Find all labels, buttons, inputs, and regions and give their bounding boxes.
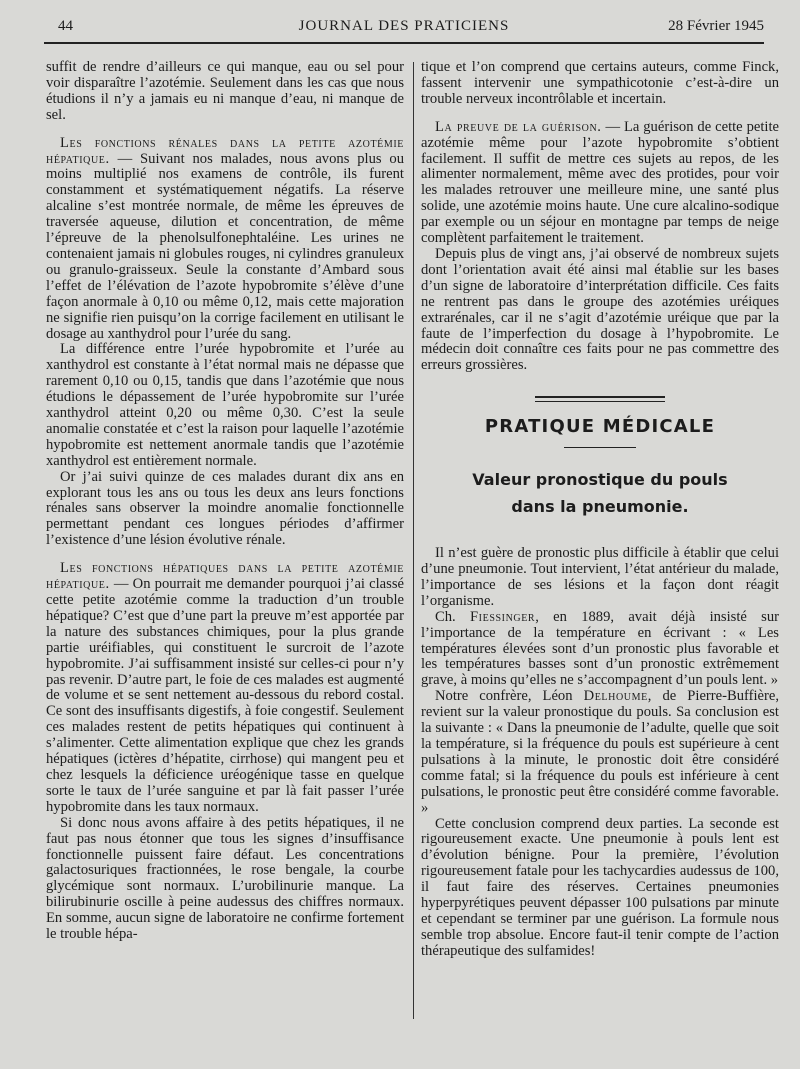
column-divider bbox=[413, 62, 414, 1019]
author-name: Fiessinger bbox=[469, 608, 536, 625]
paragraph: Si donc nous avons affaire à des petits hépatiques, il ne faut pas nous étonner que tous les signes d’insuffisance fonctionnelle puissent faire défaut. Les concentrations galactosuriques fractionnées, le rose bengale, la courbe glycémique sont normaux. L’urobilinurie manque. La bilirubinurie oscille à peine audessus des chiffres normaux. En somme, aucun signe de laboratoire ne confirme fortement le trouble hépa- bbox=[46, 814, 404, 943]
running-header bbox=[44, 18, 764, 40]
section-rule bbox=[535, 396, 665, 402]
paragraph: Ch. Fiessinger, en 1889, avait déjà insisté sur l’importance de la température en écrivant : « Les températures élevées sont d’un pronostic plus favorable et les températures basses sont d’un pronostic extrêmement grave, à moins qu’elles ne s’accompagnent d’un pouls lent. » bbox=[421, 608, 779, 689]
left-column bbox=[46, 60, 404, 943]
paragraph: Or j’ai suivi quinze de ces malades durant dix ans en explorant tous les ans ou tous les deux ans leurs fonctions rénales sans observer la moindre anomalie fonctionnelle permettant pendant ces longues périodes d’affirmer l’existence d’une lésion évolutive rénale. bbox=[46, 468, 404, 549]
paragraph: La preuve de la guérison. — La guérison de cette petite azotémie même pour l’azote hypobromite s’obtient facilement. Il suffit de mettre ces sujets au repos, de les alimenter normalement, même avec des protides, pour voir les malades retrouver une meilleure mine, une santé plus solide, une azotémie moins haute. Une cure alcalino-sodique par exemple ou un séjour en montagne par temps de neige complètent parfaitement le traitement. bbox=[421, 118, 779, 247]
page-number: 44 bbox=[58, 18, 73, 34]
article-title: Valeur pronostique du pouls dans la pneumonie. bbox=[472, 470, 728, 517]
right-column bbox=[421, 60, 779, 960]
paragraph: suffit de rendre d’ailleurs ce qui manque, eau ou sel pour voir disparaître l’azotémie. Seulement dans les cas que nous étudions il n’y a jamais eu ni manque d’eau, ni manque de sel. bbox=[46, 59, 404, 123]
journal-title: JOURNAL DES PRATICIENS bbox=[298, 18, 510, 34]
title-rule bbox=[564, 447, 636, 448]
issue-date: 28 Février 1945 bbox=[668, 18, 764, 34]
section-heading: Les fonctions hépatiques dans la petite azotémie hépatique. bbox=[46, 560, 404, 593]
paragraph: La différence entre l’urée hypobromite et l’urée au xanthydrol est constante à l’état normal mais ne dépasse que rarement 0,10 ou 0,15, tandis que dans l’azotémie que nous étudions le dépassement de l’urée hypobromite sur l’urée xanthydrol atteint 0,20 ou même 0,30. C’est la seule anomalie constatée et c’est la raison pour laquelle l’azotémie hypobromite est nettement anormale tandis que l’azotémie xanthydrol est entièrement normale. bbox=[46, 341, 404, 469]
paragraph: tique et l’on comprend que certains auteurs, comme Finck, fassent intervenir une sympathicotonie c’est-à-dire un trouble nerveux incontrôlable et incertain. bbox=[421, 59, 779, 107]
paragraph: Depuis plus de vingt ans, j’ai observé de nombreux sujets dont l’orientation avait été ainsi mal établie sur les bases d’un signe de laboratoire d’interprétation difficile. Ces faits ne rentrent pas dans le groupe des azotémies uréiques extrarénales, car il ne s’agit d’azotémie uréique que par la faute de l’imperfection du dosage à l’hypobromite. Le médecin doit connaître ces faits pour ne pas commettre des erreurs grossières. bbox=[421, 245, 779, 374]
paragraph: Il n’est guère de pronostic plus difficile à établir que celui d’une pneumonie. Tout intervient, l’état antérieur du malade, l’importance de ses lésions et la façon dont réagit l’organisme. bbox=[421, 545, 779, 609]
header-rule bbox=[44, 42, 764, 44]
section-heading: La preuve de la guérison. bbox=[435, 118, 602, 135]
paragraph: Cette conclusion comprend deux parties. La seconde est rigoureusement exacte. Une pneumonie à pouls lent est d’évolution bénigne. Pour la première, l’évolution rigoureusement fatale pour les tachycardies audessus de 100, il faut faire des réserves. Certaines pneumonies hyperpyrétiques peuvent dépasser 100 pulsations par minute et cependant se terminer par une guérison. La formule nous semble trop absolue. Encore faut-il tenir compte de l’action thérapeutique des sulfamides! bbox=[421, 815, 779, 959]
paragraph: Notre confrère, Léon Delhoume, de Pierre-Buffière, revient sur la valeur pronostique du pouls. Sa conclusion est la suivante : « Dans la pneumonie de l’adulte, quelle que soit la température, si la fréquence du pouls est supérieure à cent pulsations à la minute, le pronostic doit être considéré comme fatal; si la fréquence du pouls est inférieure à cent pulsations, le pronostic peut être considéré comme favorable. » bbox=[421, 688, 779, 816]
paragraph: Les fonctions rénales dans la petite azotémie hépatique. — Suivant nos malades, nous avons plus ou moins multiplié nos examens de contrôle, ils furent constamment et systématiquement négatifs. La réserve alcaline s’est montrée normale, de même les épreuves de traversée aqueuse, dilution et concentration, de même l’épreuve de la phenolsulfonephtaléine. Les urines ne contenaient jamais ni globules rouges, ni cylindres granuleux ou granulo-graisseux. Seule la constante d’Ambard sous l’effet de l’élévation de l’azote hypobromite s’élève d’une façon anormale à 0,10 ou même 0,12, mais cette majoration ne signifie rien puisqu’on la corrige facilement en utilisant le dosage au xanthydrol pour l’urée du sang. bbox=[46, 134, 404, 342]
section-heading: Les fonctions rénales dans la petite azotémie hépatique. bbox=[46, 134, 404, 167]
section-title: PRATIQUE MÉDICALE bbox=[484, 416, 716, 438]
author-name: Delhoume bbox=[583, 688, 648, 705]
paragraph: Les fonctions hépatiques dans la petite azotémie hépatique. — On pourrait me demander pourquoi j’ai classé cette petite azotémie comme la traduction d’un trouble hépatique? C’est que d’une part la preuve m’est apportée par la nature des substances chimiques, pour la plus grande partie uréifiables, qui constituent le surcroit de l’azote hypobromite. J’ai suffisamment insisté sur celles-ci pour n’y pas revenir. D’autre part, le foie de ces malades est augmenté de volume et se sent nettement au-dessous du rebord costal. Ce sont des insuffisants digestifs, à foie congestif. Seulement ces malades restent de petits hépatiques qui continuent à s’alimenter. Cette alimentation explique que chez les grands hépatiques (ictères d’hépatite, cirrhose) qui mangent peu et chez lesquels la déficience uréogénique tasse en quelque sorte le taux de l’urée sanguine et par là fait passer l’urée hypobromite dans les taux normaux. bbox=[46, 560, 404, 815]
